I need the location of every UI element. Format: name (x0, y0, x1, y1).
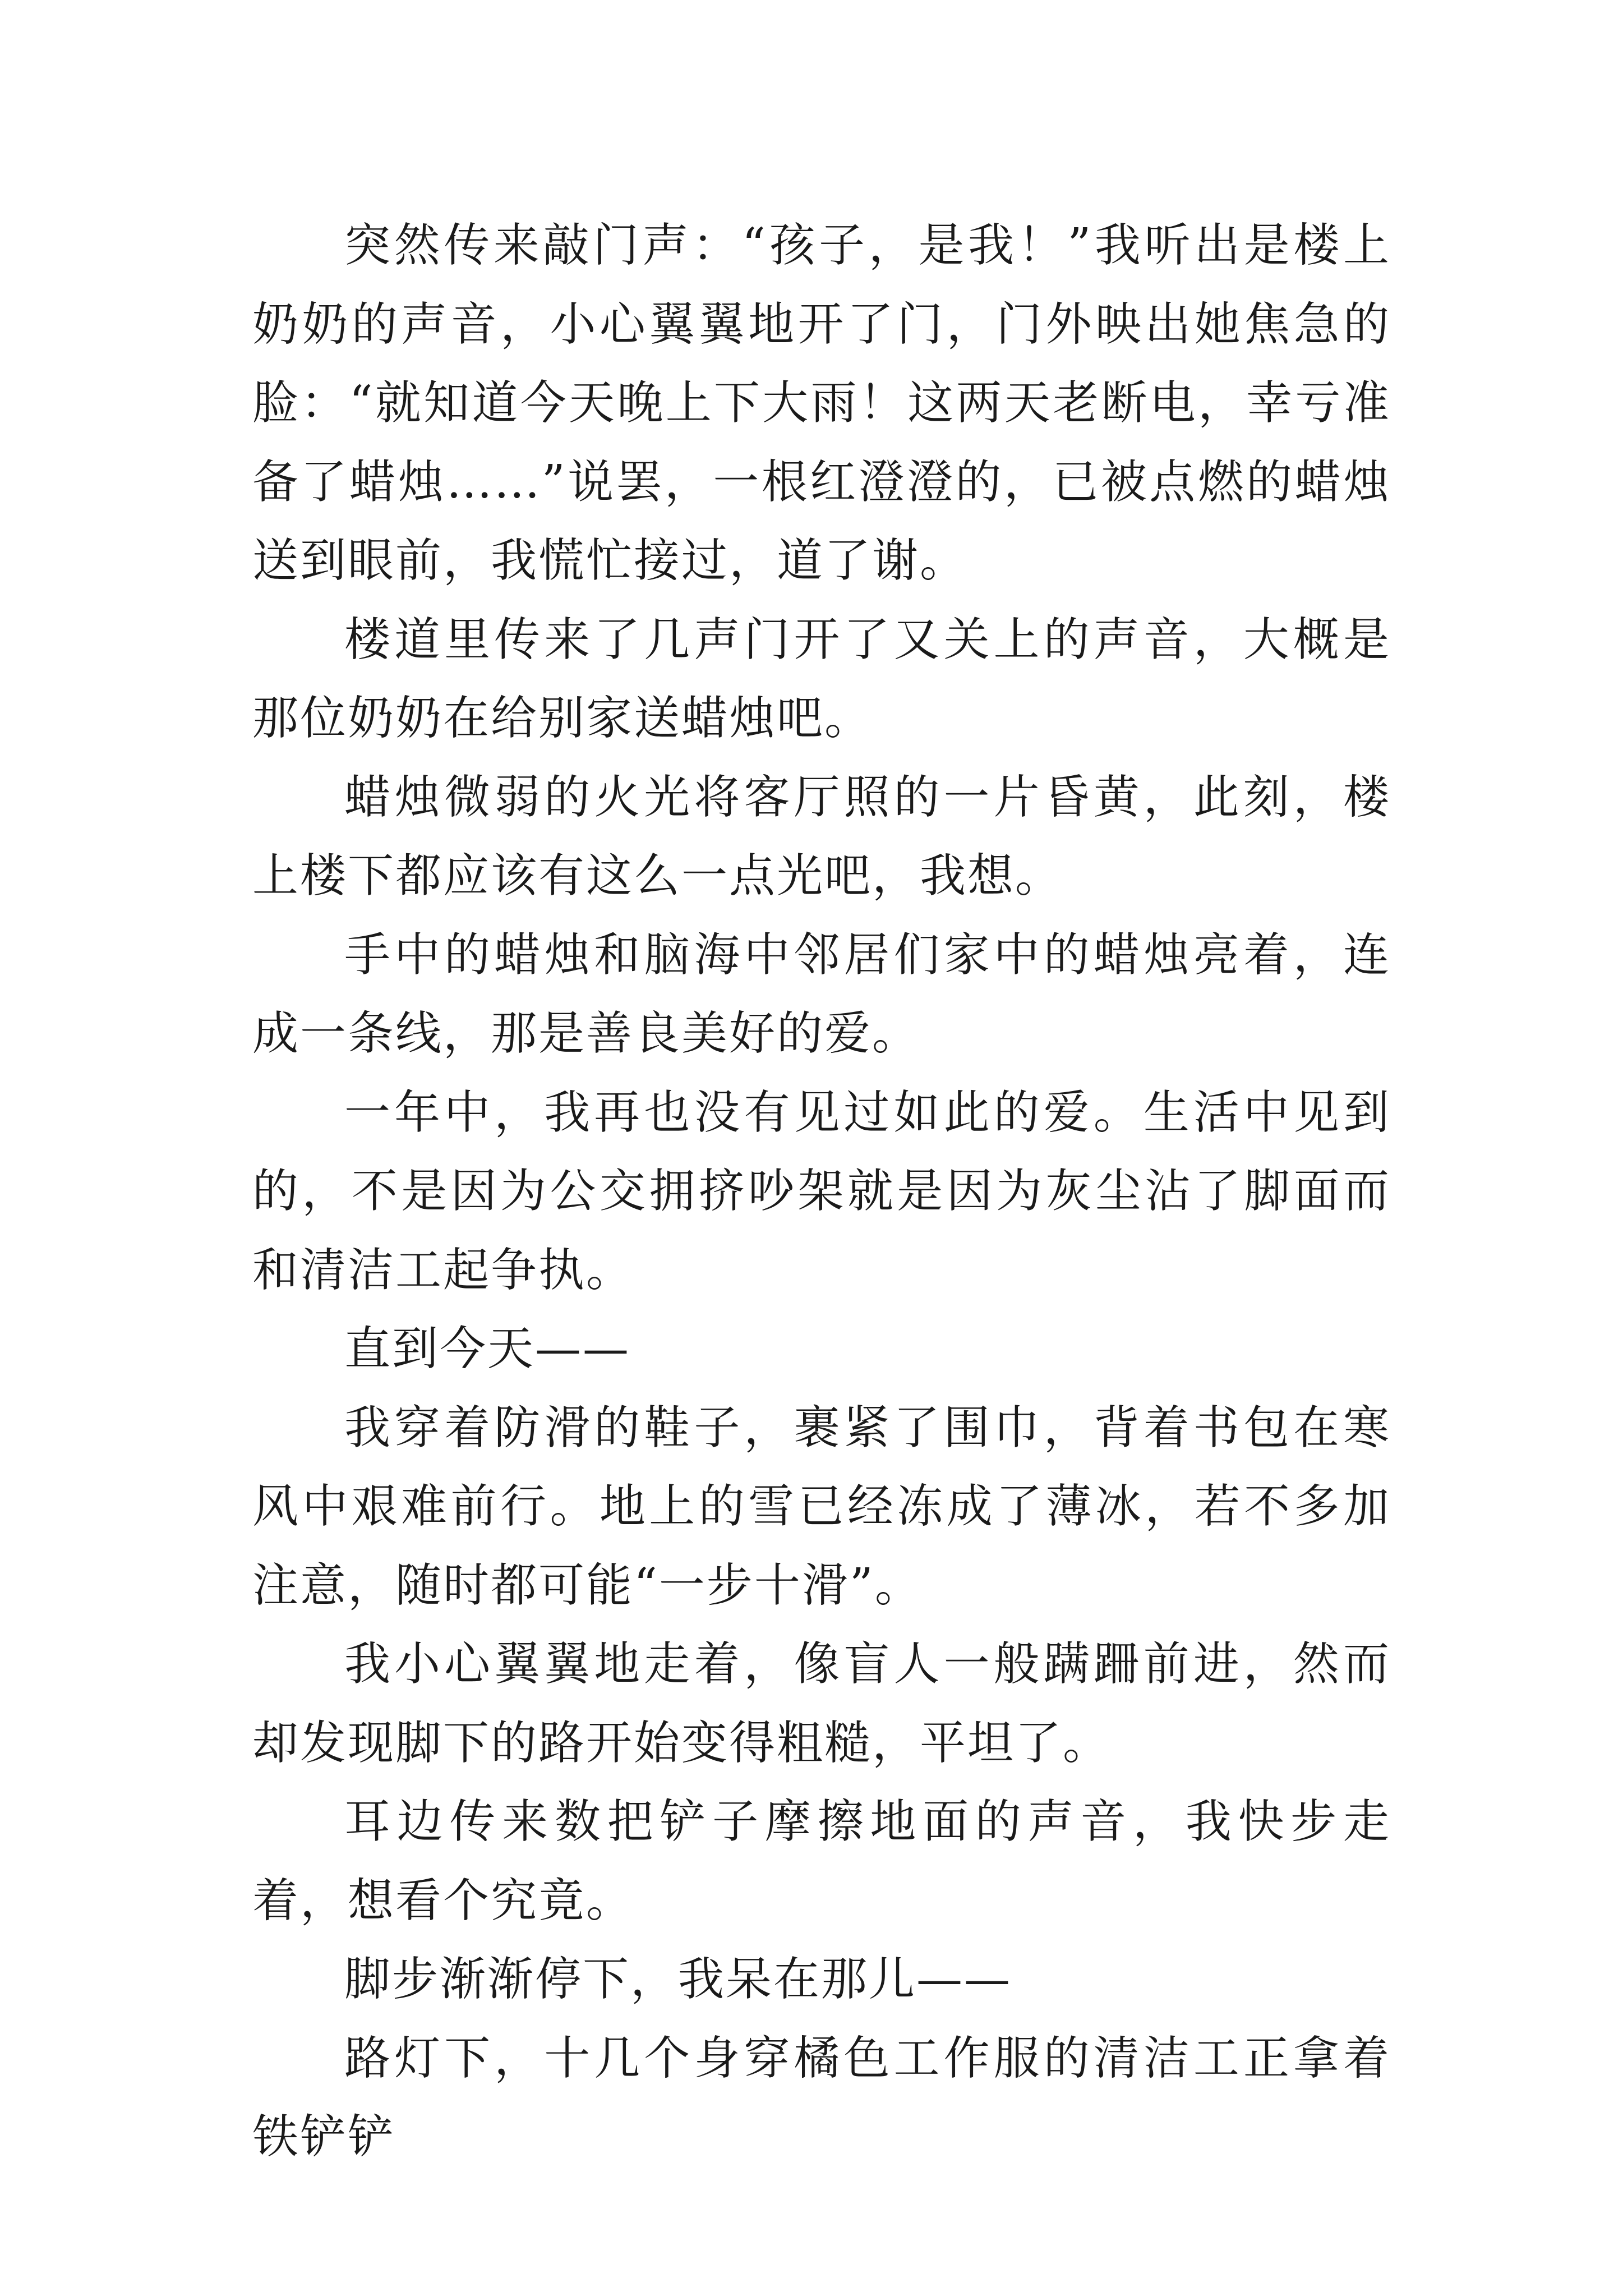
essay-body (252, 206, 1391, 2177)
paragraph: 我小心翼翼地走着，像盲人一般蹒跚前进，然而却发现脚下的路开始变得粗糙，平坦了。 (252, 1637, 1391, 1770)
paragraph: 一年中，我再也没有见过如此的爱。生活中见到的，不是因为公交拥挤吵架就是因为灰尘沾了脚面而和清洁工起争执。 (252, 1085, 1391, 1297)
paragraph: 蜡烛微弱的火光将客厅照的一片昏黄，此刻，楼上楼下都应该有这么一点光吧，我想。 (252, 770, 1391, 903)
paragraph: 脚步渐渐停下，我呆在那儿—— (344, 1953, 1012, 2006)
paragraph: 直到今天—— (344, 1322, 631, 1375)
paragraph: 耳边传来数把铲子摩擦地面的声音，我快步走着，想看个究竟。 (252, 1795, 1391, 1927)
paragraph: 楼道里传来了几声门开了又关上的声音，大概是那位奶奶在给别家送蜡烛吧。 (252, 613, 1391, 745)
paragraph: 我穿着防滑的鞋子，裹紧了围巾，背着书包在寒风中艰难前行。地上的雪已经冻成了薄冰，若不多加注意，随时都可能“一步十滑”。 (252, 1401, 1391, 1612)
paragraph: 手中的蜡烛和脑海中邻居们家中的蜡烛亮着，连成一条线，那是善良美好的爱。 (252, 928, 1391, 1060)
paragraph: 路灯下，十几个身穿橘色工作服的清洁工正拿着铁铲铲 (252, 2031, 1391, 2164)
paragraph: 突然传来敲门声：“孩子，是我！”我听出是楼上奶奶的声音，小心翼翼地开了门，门外映出她焦急的脸：“就知道今天晚上下大雨！这两天老断电，幸亏准备了蜡烛……”说罢，一根红澄澄的，已被点燃的蜡烛送到眼前，我慌忙接过，道了谢。 (252, 219, 1391, 587)
